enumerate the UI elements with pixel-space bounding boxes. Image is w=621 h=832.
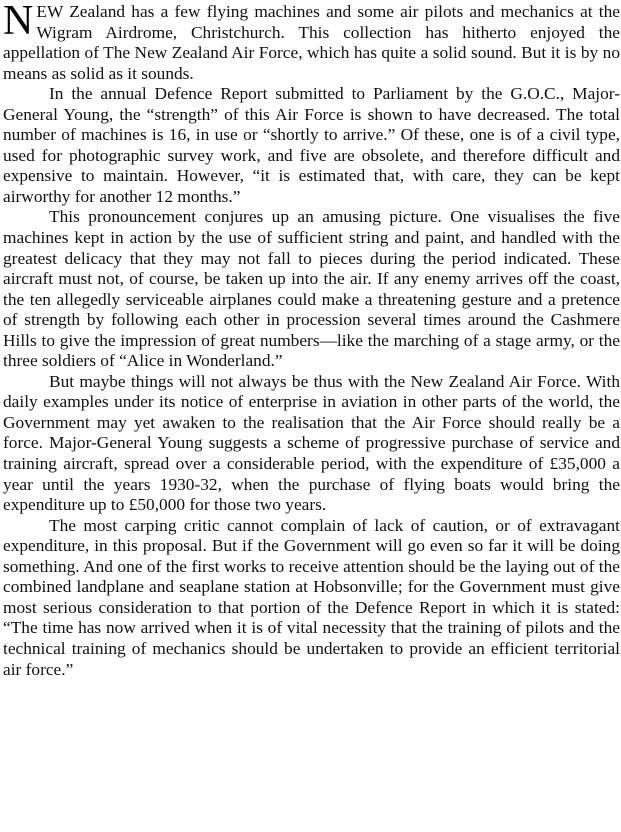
article xyxy=(3,2,620,680)
paragraph-4: But maybe things will not always be thus with the New Zealand Air Force. With daily examples under its notice of enterprise in aviation in other parts of the world, the Government may yet awaken to the realisation that the Air Force should really be a force. Major-General Young suggests a scheme of progressive purchase of service and training aircraft, spread over a considerable period, with the expenditure of £35,000 a year until the years 1930-32, when the purchase of flying boats would bring the expenditure up to £50,000 for those two years. xyxy=(3,371,620,515)
paragraph-3: This pronouncement conjures up an amusing picture. One visualises the five machines kept in action by the use of sufficient string and paint, and handled with the greatest delicacy that they may not fall to pieces during the period indicated. These aircraft must not, of course, be taken up into the air. If any enemy arrives off the coast, the ten allegedly serviceable airplanes could make a threatening gesture and a pretence of strength by following each other in procession several times around the Cashmere Hills to give the impression of great numbers—like the marching of a stage army, or the three soldiers of “Alice in Wonderland.” xyxy=(3,207,620,371)
paragraph-1-text: EW Zealand has a few flying machines and some air pilots and mechanics at the Wigram Airdrome, Christchurch. This collection has hitherto enjoyed the appellation of The New Zealand Air Force, which has quite a solid sound. But it is by no means as solid as it sounds. xyxy=(3,2,620,83)
paragraph-1 xyxy=(3,2,620,84)
paragraph-2: In the annual Defence Report submitted to Parliament by the G.O.C., Major-General Young, the “strength” of this Air Force is shown to have decreased. The total number of machines is 16, in use or “shortly to arrive.” Of these, one is of a civil type, used for photographic survey work, and five are obsolete, and therefore difficult and expensive to maintain. However, “it is estimated that, with care, they can be kept airworthy for another 12 months.” xyxy=(3,84,620,206)
drop-cap: N xyxy=(3,0,34,44)
paragraph-5: The most carping critic cannot complain of lack of caution, or of extravagant expenditure, in this proposal. But if the Government will go even so far it will be doing something. And one of the first works to receive attention should be the laying out of the combined landplane and seaplane station at Hobsonville; for the Government must give most serious consideration to that portion of the Defence Report in which it is stated: “The time has now arrived when it is of vital necessity that the training of pilots and the technical training of mechanics should be undertaken to provide an efficient territorial air force.” xyxy=(3,515,620,679)
